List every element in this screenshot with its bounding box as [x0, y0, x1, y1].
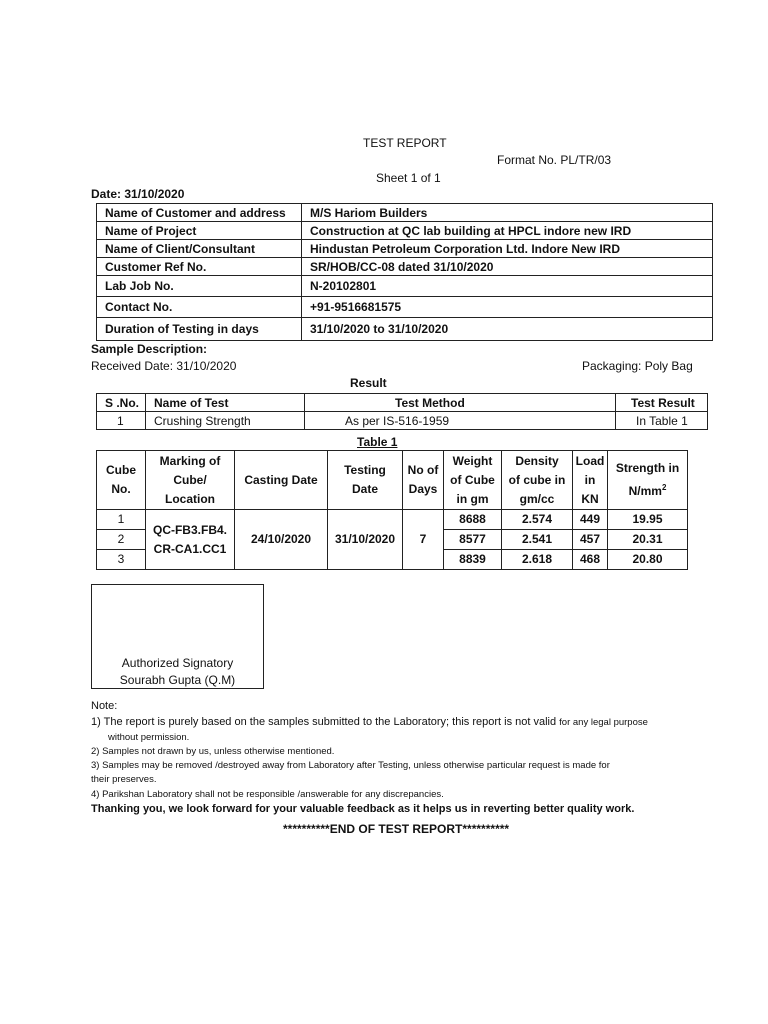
note-heading: Note: — [91, 700, 118, 712]
info-label: Duration of Testing in days — [97, 318, 302, 341]
report-title: TEST REPORT — [363, 136, 447, 150]
cell-density: 2.541 — [502, 530, 573, 550]
header-testing-date: Testing Date — [328, 451, 403, 510]
note-1: 1) The report is purely based on the samples submitted to the Laboratory; this report is not valid for any legal purpose — [91, 716, 648, 728]
cell-weight: 8577 — [444, 530, 502, 550]
end-of-report: **********END OF TEST REPORT********** — [283, 822, 510, 836]
cell-casting-date: 24/10/2020 — [235, 510, 328, 570]
cell-test-result: In Table 1 — [616, 412, 708, 430]
cell-load: 449 — [573, 510, 608, 530]
received-date: Received Date: 31/10/2020 — [91, 359, 237, 373]
header-weight: Weight of Cube in gm — [444, 451, 502, 510]
cell-load: 468 — [573, 550, 608, 570]
info-value: M/S Hariom Builders — [302, 204, 713, 222]
signatory-box — [91, 584, 264, 689]
info-label: Lab Job No. — [97, 276, 302, 297]
cell-cube-no: 3 — [97, 550, 146, 570]
info-label: Name of Project — [97, 222, 302, 240]
cell-density: 2.618 — [502, 550, 573, 570]
signatory-name: Sourabh Gupta (Q.M) — [119, 673, 236, 687]
header-days: No of Days — [403, 451, 444, 510]
table-header-row — [97, 451, 688, 510]
note-3-continued: their preserves. — [91, 774, 157, 785]
cube-test-table — [96, 450, 688, 570]
customer-info-table — [96, 203, 713, 341]
info-value: +91-9516681575 — [302, 297, 713, 318]
packaging: Packaging: Poly Bag — [582, 359, 693, 373]
table-row — [97, 240, 713, 258]
info-value: Hindustan Petroleum Corporation Ltd. Indore New IRD — [302, 240, 713, 258]
info-value: Construction at QC lab building at HPCL indore new IRD — [302, 222, 713, 240]
header-cube-no: Cube No. — [97, 451, 146, 510]
cell-strength: 19.95 — [608, 510, 688, 530]
table-row — [97, 318, 713, 341]
sample-description-heading: Sample Description: — [91, 342, 208, 356]
cell-cube-no: 1 — [97, 510, 146, 530]
table-row — [97, 510, 688, 530]
cell-strength: 20.31 — [608, 530, 688, 550]
cell-testing-date: 31/10/2020 — [328, 510, 403, 570]
note-2: 2) Samples not drawn by us, unless otherwise mentioned. — [91, 746, 335, 757]
info-label: Name of Client/Consultant — [97, 240, 302, 258]
header-density: Density of cube in gm/cc — [502, 451, 573, 510]
table1-title: Table 1 — [357, 435, 398, 449]
result-heading: Result — [350, 376, 387, 390]
info-label: Customer Ref No. — [97, 258, 302, 276]
header-test-method: Test Method — [305, 394, 616, 412]
thanks-line: Thanking you, we look forward for your valuable feedback as it helps us in reverting better quality work. — [91, 803, 635, 815]
sheet-number: Sheet 1 of 1 — [376, 171, 441, 185]
info-value: SR/HOB/CC-08 dated 31/10/2020 — [302, 258, 713, 276]
table-row — [97, 297, 713, 318]
cell-density: 2.574 — [502, 510, 573, 530]
header-strength: Strength in $N/mm^2$ — [608, 451, 688, 510]
header-marking: Marking of Cube/ Location — [146, 451, 235, 510]
info-value: N-20102801 — [302, 276, 713, 297]
cell-name-of-test: Crushing Strength — [146, 412, 305, 430]
format-number: Format No. PL/TR/03 — [497, 153, 612, 167]
info-label: Name of Customer and address — [97, 204, 302, 222]
header-sno: S .No. — [97, 394, 146, 412]
table-row — [97, 204, 713, 222]
table-row — [97, 412, 708, 430]
report-date: Date: 31/10/2020 — [91, 187, 185, 201]
table-header-row — [97, 394, 708, 412]
result-table — [96, 393, 708, 430]
note-4: 4) Parikshan Laboratory shall not be responsible /answerable for any discrepancies. — [91, 789, 444, 800]
header-load: Load in KN — [573, 451, 608, 510]
cell-marking: QC-FB3.FB4. CR-CA1.CC1 — [146, 510, 235, 570]
header-name-of-test: Name of Test — [146, 394, 305, 412]
cell-strength: 20.80 — [608, 550, 688, 570]
cell-test-method: As per IS-516-1959 — [305, 412, 616, 430]
cell-load: 457 — [573, 530, 608, 550]
header-test-result: Test Result — [616, 394, 708, 412]
cell-weight: 8839 — [444, 550, 502, 570]
table-row — [97, 276, 713, 297]
header-casting-date: Casting Date — [235, 451, 328, 510]
table-row — [97, 222, 713, 240]
cell-days: 7 — [403, 510, 444, 570]
note-1-continued: without permission. — [108, 732, 190, 743]
cell-cube-no: 2 — [97, 530, 146, 550]
note-3: 3) Samples may be removed /destroyed away from Laboratory after Testing, unless otherwise particular request is made for — [91, 760, 610, 771]
table-row — [97, 258, 713, 276]
cell-sno: 1 — [97, 412, 146, 430]
info-label: Contact No. — [97, 297, 302, 318]
signatory-title: Authorized Signatory — [121, 656, 234, 670]
info-value: 31/10/2020 to 31/10/2020 — [302, 318, 713, 341]
cell-weight: 8688 — [444, 510, 502, 530]
